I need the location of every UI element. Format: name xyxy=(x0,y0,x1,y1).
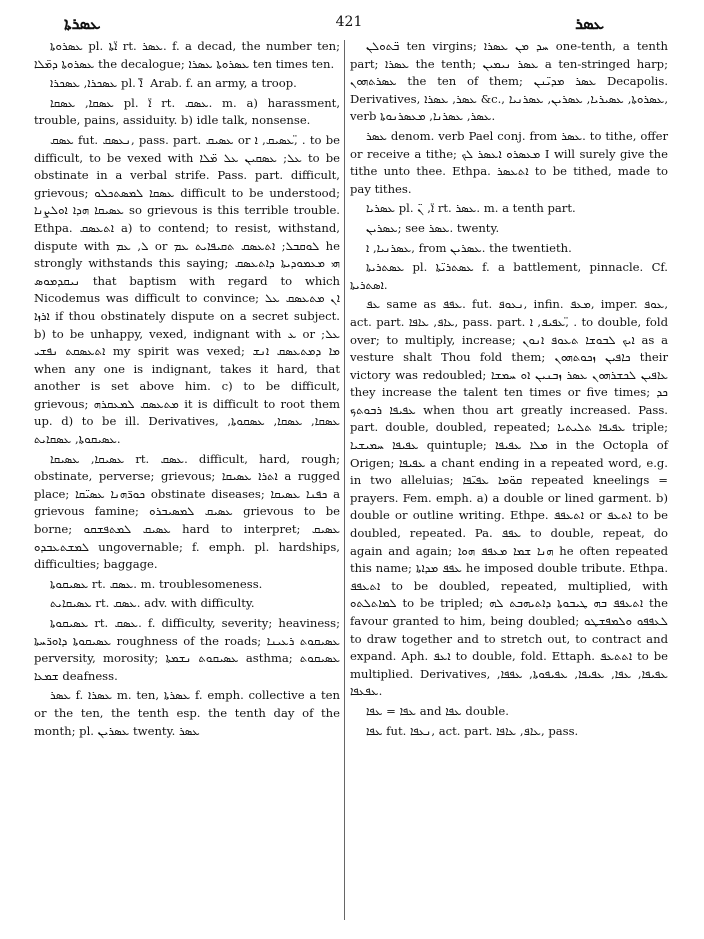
dictionary-entry: ܥܣܝܩܘܬܐ rt. ܥܣܩ. m. troublesomeness. xyxy=(50,576,263,591)
left-column xyxy=(34,38,340,740)
dictionary-entry: ܥܦܐ fut. ܢܥܦܐ, act. part. ܥܐܦ, ܥܐܦܐ, pass. xyxy=(366,723,579,738)
dictionary-entry: ܥܣܟܪܐ, ܥܣܟܪܐ pl. ܐ̈ ̈ Arab. f. an army, a troop. xyxy=(50,76,297,91)
dictionary-entry: ܥܦܐ = ܥܦܐ and ܥܦܐ double. xyxy=(366,703,509,718)
dictionary-entry: ܒ̈ܬܘܠܢ ten virgins; ܚܕ ܡܢ ܥܣܪܐ one-tenth, a tenth part; ܥܣܪܐ the tenth; ܥܣܪ ܢܝܡܝܢ a ten-stringed harp; ܥܣܪܬܗܘܢ the ten of them; ܥܣܪ ܡܕܝ̈ܢܢ Decapolis. Derivatives, ܥܣܪ, ܥܣܪܐ &c., ܥܣܪܘܬܐ, ܥܣܝܪܝܐ, ܥܣܪܝܢ, ܥܣܪܢܝܐ, verb ܥܣܪ, ܥܣܪܢܐ, ܡܥܣܪܢܘܬܐ. xyxy=(350,39,669,124)
column-divider xyxy=(344,40,345,920)
dictionary-entry: ܥܣܪܝܐ pl. ܐ̈, ܢ̈ rt. ܥܣܪ. m. a tenth part. xyxy=(366,201,576,216)
dictionary-entry: ܥܣܪܘܬܐ pl. ܐ̈ܬܐ rt. ܥܣܪ. f. a decad, the number ten; ܥܣܪܘܬܐ ܕܡ̈ܠܐ the decalogue; ܥܣܪܘܬܐ ܥܣܪܐ ten times ten. xyxy=(34,39,341,71)
page-number: 421 xyxy=(335,14,363,30)
dictionary-entry: ܥܣܝܩܐ, ܥܣܝܩܐ rt. ܥܣܩ. difficult, hard, rough; obstinate, perverse; grievous; ܐܬܪܐ ܥܣܝܩܐ a rugged place; ܟܘܪ̈ܗܢܐ ܥܣܝ̈ܩܐ obstinate diseases; ܟܦܢܐ ܥܣܝܩܐ a grievous famine; ܥܣܝܩ ܠܡܣܝܒܪܘ grievous to be borne; ܥܣܝܩ ܠܡܬܦܫܩܘ hard to interpret; ܥܣܝܩ ܠܡܫܬܥܒܕܘ ungovernable; f. emph. pl. hardships, difficulties; baggage. xyxy=(34,451,340,572)
dictionary-entry: ܥܣܪ f. ܥܣܪܐ m. ten, ܥܣܪܬܐ f. emph. collective a ten or the ten, the tenth esp. the tenth day of the month; pl. ܥܣܪܝܢ twenty. ܥܣܪ xyxy=(34,688,340,738)
dictionary-entry: ܥܣܪܝܢ; see ܥܣܪ. twenty. xyxy=(366,220,500,235)
running-head-left: ܥܣܪܬܐ xyxy=(64,14,101,33)
right-column xyxy=(350,38,668,740)
running-head-right: ܥܣܪ xyxy=(575,14,604,33)
dictionary-entry: ܥܣܩ fut. ܢܥܣܩ, pass. part. ܥܣܝܩ or ܥܣܝܩ, ܐ, ̈. to be difficult, to be vexed with ܥܠ; ܥܣܩܝܢ ܥܠ ܡ̈ܠܐ to be obstinate in a verbal strife. Pass. part. difficult, grievous; ܥܣܩܐ ܠܡܣܬܟܠܘ difficult to be understood; ܥܣܝܩܐ ܗܕܐ ܐܘܠܨܢܐ so grievous is this terrible trouble. Ethpa. ܐܬܥܣܩ a) to contend; to resist, withstand, dispute with ܠ, ܥܡ or ܠܘܩܒܠ; ܐܬܥܣܩ ܬܩܝܦܐܝܬ ܥܡ he strongly withstands this saying; ܗܝ ܡܥܡܘܕܝܬܐ ܕܐܬܥܣܩ ܢܝܩܕܡܘܣ that baptism with regard to which Nicodemus was difficult to convince; ܐܢ ܡܬܥܣܩ ܥܠ ܐܪܙܐ if thou obstinately dispute on a secret subject. b) to be unhappy, vexed, indignant with ܥ or ܥܠ; ܐܬܥܣܩܬ ܢܦܫܝ my spirit was vexed; ܡܐ ܕܡܬܥܣܩ ܐܢܫ when any one is indignant, takes it hard, that another is set above him. c) to be difficult, grievous; ܡܬܥܣܩ ܠܡܥܩܪܗ it is difficult to root them up. d) to be ill. Derivatives, ܥܣܩܐ, ܥܣܩܐ, ܥܣܩܘܬܐ, ܥܣܝܩܘܬܐ, ܥܣܩܐܝܬ. xyxy=(34,132,341,447)
dictionary-entry: ܥܣܪ denom. verb Pael conj. from ܥܣܪ. to tithe, offer or receive a tithe; ܡܥܣܪܘ ܐܥܣܪ ܠܟ I will surely give the tithe unto thee. Ethpa. ܐܬܥܣܪ to be tithed, made to pay tithes. xyxy=(350,128,668,196)
dictionary-entry: ܥܣܬܪܝܬܐ pl. ܥܣܬܪܝ̈ܬܐ f. a battlement, pinnacle. Cf. ܐܣܬܪܝܬܐ. xyxy=(350,260,668,292)
dictionary-entry: ܥܦ same as ܥܦܦ. fut. ܢܥܘܦ, infin. ܡܥܦ, imper. ܥܘܦ, act. part. ܥܐܦ, ܥܐܦܐ, pass. part. ܥܦܝܦ, ܐ, ̈. to double, fold over; to multiply, increase; ܐܝܟ ܠܒܘܫܐ ܬܥܘܦ ܐܢܘܢ as a vesture shalt Thou fold them; ܟܐܦܝܢ ܙܟܘܬܗܘܢ their victory was redoubled; ܥܐܦܝܢ ܠܟܫܪܗܘܢ ܥܣܪ ܙܒܢܝܢ ܐܘ ܚܡܫܐ they increase the talent ten times or five times; ܟܕ ܥܦܝܦܐ ܪܒܘܬܟ when thou art greatly increased. Pass. part. double, doubled, repeated; ܥܦܝܦܐ ܬܠܝܬܝܐ triple; ܥܦܝܦܐ ܚܡܝܫܝܐ quintuple; ܡܠܐ ܥܦܝܦܐ in the Octopla of Origen; ܥܦܝܦܐ a chant ending in a repeated word, e.g. in two alleluias; ܩܘ̈ܡܐ ܥܦܝ̈ܦܐ repeated kneelings = prayers. Fem. emph. a) a double or lined garment. b) double or outline writing. Ethpe. ܐܬܥܦܦ or ܐܬܥܦ to be doubled, repeated. Pa. ܥܦܦ to double, repeat, do again and again; ܗܢܐ ܫܡܐ ܡܥܦܦ ܗܘܐ he often repeated this name; ܥܦܦ ܡܕܐܬܐ he imposed double tribute. Ethpa. ܐܬܥܦܦ to be doubled, repeated, multiplied, with ܠܡܐܬܠܬܘ to be tripled; ܐܬܥܦܦ ܒܗ ܛܝܒܘܬܐ ܕܐܬܝܗܒܬ ܠܗ the favour granted to him, being doubled; ܠܥܦܦܘ ܘܠܡܦܫܛܘ to draw together and to stretch out, to contract and expand. Aph. ܐܥܦ to double, fold. Ettaph. ܐܬܬܥܦ to be multiplied. Derivatives, ܥܦܝܦܐ, ܥܦܐ, ܥܦܝܦܐ, ܥܦܝܦܘܬܐ, ܥܦܦܐ, ܥܦܥܦܐ. xyxy=(350,297,669,699)
dictionary-entry: ܥܣܝܩܘܬܐ rt. ܥܣܩ. f. difficulty, severity; heaviness; ܥܣܝܩܘܬܐ ܕܐܘܪ̈ܚܬܐ roughness of the roads; ܥܣܝܩܘܬ ܪܥܝܢܐ perversity, morosity; ܥܣܝܩܘܬ ܢܫܡܬܐ asthma; ܥܣܝܩܘܬ ܫܡܥܐ deafness. xyxy=(34,616,340,683)
dictionary-entry: ܥܣܩܐ, ܥܣܩܐ pl. ܐ̈ rt. ܥܣܩ. m. a) harassment, trouble, pains, assiduity. b) idle talk, nonsense. xyxy=(34,95,341,128)
dictionary-entry: ܥܣܝܩܐܝܬ rt. ܥܣܩ. adv. with difficulty. xyxy=(50,596,255,611)
page-header xyxy=(34,14,664,36)
dictionary-entry: ܥܣܪܢܝܐ, ܐ, from ܥܣܪܝܢ. the twentieth. xyxy=(366,240,572,255)
